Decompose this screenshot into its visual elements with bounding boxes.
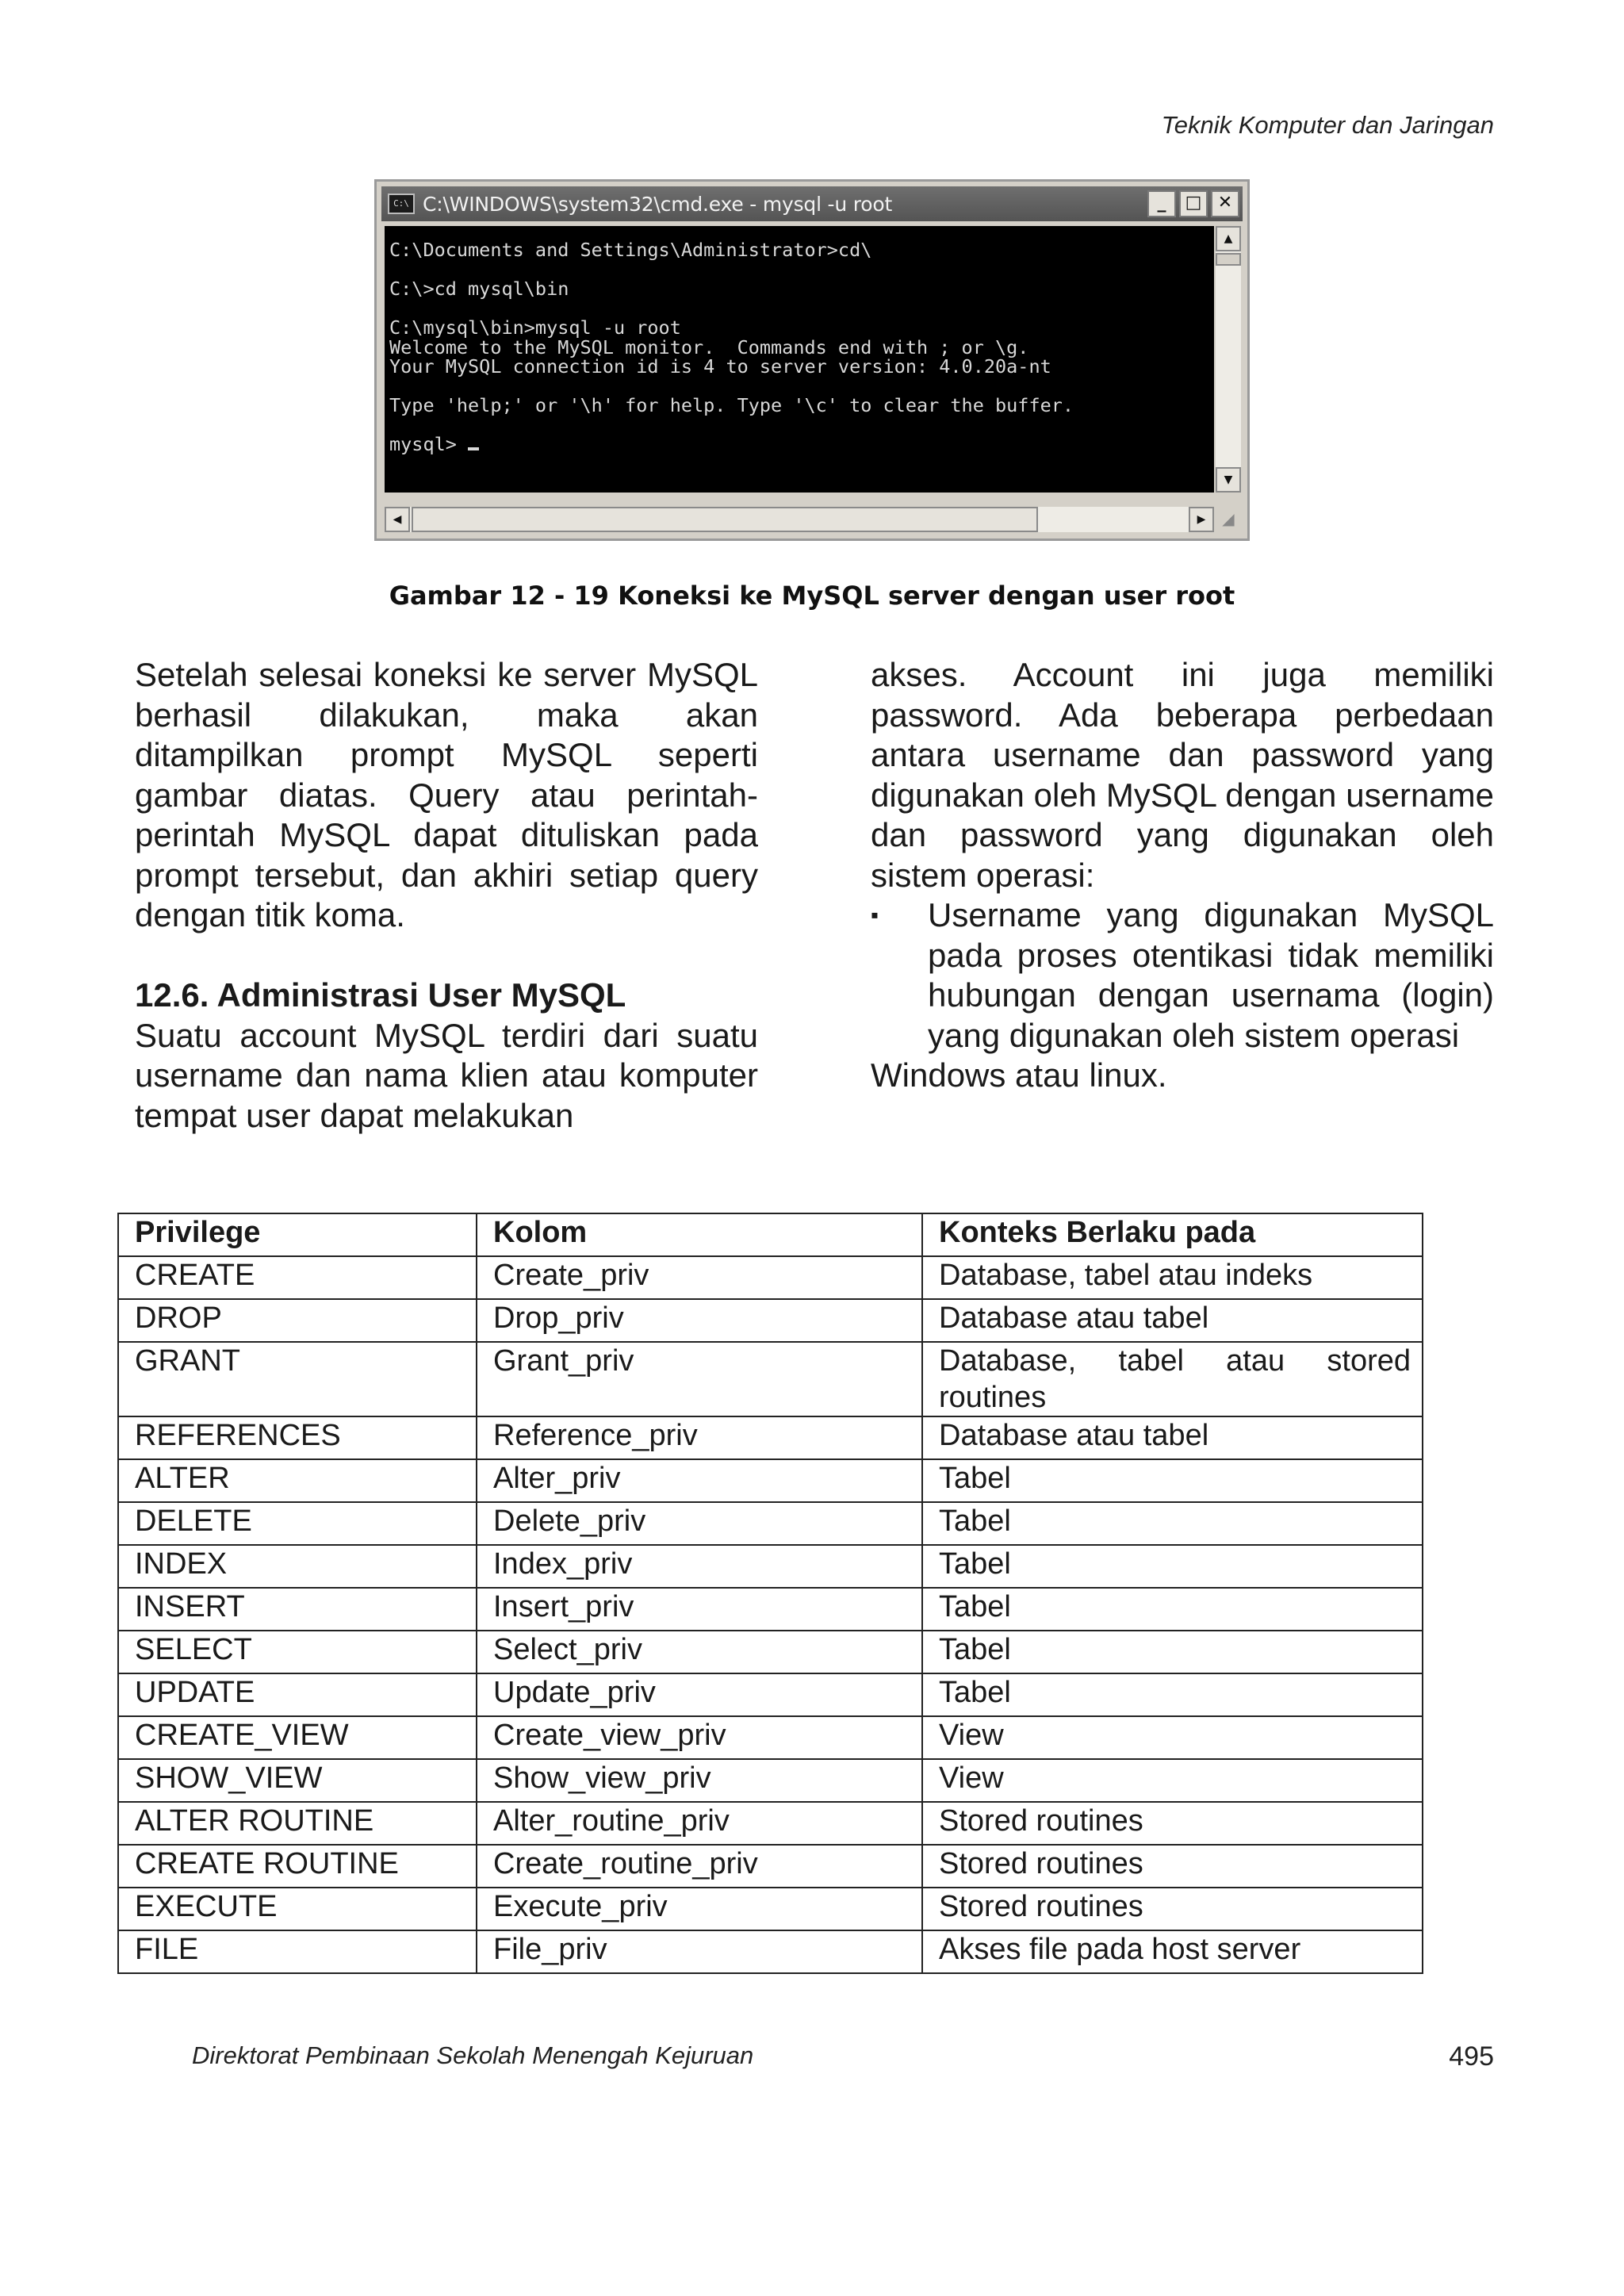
- table-cell: Akses file pada host server: [922, 1930, 1423, 1973]
- console-line: [389, 260, 1214, 280]
- table-cell: CREATE: [118, 1256, 477, 1299]
- paragraph: Windows atau linux.: [871, 1056, 1167, 1094]
- scroll-left-icon: ◀: [385, 507, 410, 532]
- cmd-app-icon: C:\: [388, 194, 415, 214]
- console-line: C:\Documents and Settings\Administrator>cd\: [389, 239, 872, 261]
- table-row: [118, 1588, 1423, 1631]
- console-line: C:\>cd mysql\bin: [389, 278, 569, 300]
- column-header: Kolom: [477, 1213, 922, 1256]
- table-cell: GRANT: [118, 1342, 477, 1416]
- table-cell: DELETE: [118, 1502, 477, 1545]
- console-line: Welcome to the MySQL monitor. Commands end with ; or \g.: [389, 335, 1029, 358]
- console-line: Type 'help;' or '\h' for help. Type '\c' to clear the buffer.: [389, 394, 1074, 416]
- table-row: [118, 1631, 1423, 1673]
- table-row: [118, 1845, 1423, 1888]
- table-cell: FILE: [118, 1930, 477, 1973]
- table-row: [118, 1802, 1423, 1845]
- table-row: [118, 1930, 1423, 1973]
- table-cell: Tabel: [922, 1631, 1423, 1673]
- table-cell: Create_routine_priv: [477, 1845, 922, 1888]
- table-row: [118, 1256, 1423, 1299]
- paragraph: Suatu account MySQL terdiri dari suatu username dan nama klien atau komputer tempat user dapat melakukan: [135, 1016, 758, 1134]
- resize-grip-icon: ◢: [1222, 511, 1235, 528]
- console-line: C:\mysql\bin>mysql -u root: [389, 316, 681, 339]
- footer-publisher: Direktorat Pembinaan Sekolah Menengah Kejuruan: [192, 2041, 754, 2069]
- table-cell: Tabel: [922, 1545, 1423, 1588]
- table-cell: File_priv: [477, 1930, 922, 1973]
- bullet-text: Username yang digunakan MySQL pada proses otentikasi tidak memiliki hubungan dengan usernama (login) yang digunakan oleh sistem operasi: [928, 896, 1494, 1054]
- table-cell: DROP: [118, 1299, 477, 1342]
- horizontal-scroll-thumb: [412, 507, 1038, 532]
- table-cell: Insert_priv: [477, 1588, 922, 1631]
- table-row: [118, 1716, 1423, 1759]
- window-titlebar: [381, 186, 1243, 221]
- table-cell: Stored routines: [922, 1845, 1423, 1888]
- console-line: [389, 377, 1214, 397]
- table-row: [118, 1888, 1423, 1930]
- table-cell: Stored routines: [922, 1888, 1423, 1930]
- table-row: [118, 1459, 1423, 1502]
- window-title: C:\WINDOWS\system32\cmd.exe - mysql -u root: [423, 192, 893, 216]
- page-number: 495: [1449, 2041, 1494, 2072]
- table-cell: Delete_priv: [477, 1502, 922, 1545]
- scroll-down-icon: ▼: [1216, 467, 1241, 493]
- right-column: [871, 655, 1494, 1096]
- table-cell: View: [922, 1759, 1423, 1802]
- console-prompt: mysql>: [389, 433, 469, 455]
- cmd-window-figure: [374, 179, 1250, 541]
- table-cell: UPDATE: [118, 1673, 477, 1716]
- table-cell: Select_priv: [477, 1631, 922, 1673]
- left-column: [135, 655, 758, 1136]
- paragraph: Setelah selesai koneksi ke server MySQL berhasil dilakukan, maka akan ditampilkan prompt MySQL seperti gambar diatas. Query atau perintah-perintah MySQL dapat dituliskan pada prompt tersebut, dan akhiri setiap query dengan titik koma.: [135, 656, 758, 933]
- table-cell: INDEX: [118, 1545, 477, 1588]
- table-cell: Reference_priv: [477, 1416, 922, 1459]
- table-cell: Alter_routine_priv: [477, 1802, 922, 1845]
- table-cell: CREATE_VIEW: [118, 1716, 477, 1759]
- table-cell: SHOW_VIEW: [118, 1759, 477, 1802]
- vertical-scroll-thumb: [1216, 253, 1241, 266]
- figure-caption: Gambar 12 - 19 Koneksi ke MySQL server dengan user root: [389, 581, 1235, 611]
- table-cell: Alter_priv: [477, 1459, 922, 1502]
- table-row: [118, 1759, 1423, 1802]
- console-line: [389, 299, 1214, 319]
- table-cell: Index_priv: [477, 1545, 922, 1588]
- table-cell: CREATE ROUTINE: [118, 1845, 477, 1888]
- table-cell: Tabel: [922, 1673, 1423, 1716]
- table-cell: Stored routines: [922, 1802, 1423, 1845]
- table-cell: Tabel: [922, 1588, 1423, 1631]
- table-cell: Create_priv: [477, 1256, 922, 1299]
- table-cell: ALTER ROUTINE: [118, 1802, 477, 1845]
- maximize-icon: □: [1179, 190, 1208, 217]
- table-cell: View: [922, 1716, 1423, 1759]
- table-row: [118, 1673, 1423, 1716]
- scroll-right-icon: ▶: [1189, 507, 1214, 532]
- close-icon: ✕: [1211, 190, 1239, 217]
- privilege-table: [117, 1213, 1423, 1974]
- table-row: [118, 1299, 1423, 1342]
- table-cell: EXECUTE: [118, 1888, 477, 1930]
- table-cell: SELECT: [118, 1631, 477, 1673]
- section-heading: 12.6. Administrasi User MySQL: [135, 976, 626, 1014]
- column-header: Konteks Berlaku pada: [922, 1213, 1423, 1256]
- console-line: Your MySQL connection id is 4 to server version: 4.0.20a-nt: [389, 355, 1051, 378]
- table-cell: REFERENCES: [118, 1416, 477, 1459]
- running-header: Teknik Komputer dan Jaringan: [1161, 111, 1494, 139]
- table-cell: Database, tabel atau stored routines: [922, 1342, 1423, 1416]
- horizontal-scrollbar: [385, 507, 1214, 532]
- console-output: [385, 226, 1214, 493]
- table-cell: Update_priv: [477, 1673, 922, 1716]
- table-cell: Create_view_priv: [477, 1716, 922, 1759]
- table-cell: Grant_priv: [477, 1342, 922, 1416]
- table-cell: Database atau tabel: [922, 1299, 1423, 1342]
- column-header: Privilege: [118, 1213, 477, 1256]
- table-row: [118, 1416, 1423, 1459]
- table-cell: ALTER: [118, 1459, 477, 1502]
- scroll-up-icon: ▲: [1216, 226, 1241, 251]
- table-row: [118, 1342, 1423, 1416]
- table-cell: Drop_priv: [477, 1299, 922, 1342]
- table-row: [118, 1545, 1423, 1588]
- console-line: [389, 416, 1214, 435]
- cursor-icon: [468, 447, 479, 450]
- table-cell: Show_view_priv: [477, 1759, 922, 1802]
- table-cell: Tabel: [922, 1502, 1423, 1545]
- table-cell: Execute_priv: [477, 1888, 922, 1930]
- table-cell: Database atau tabel: [922, 1416, 1423, 1459]
- table-cell: Database, tabel atau indeks: [922, 1256, 1423, 1299]
- table-header-row: [118, 1213, 1423, 1256]
- console-prompt-line: [389, 435, 1214, 454]
- paragraph: akses. Account ini juga memiliki password. Ada beberapa perbedaan antara username dan password yang digunakan oleh MySQL dengan username dan password yang digunakan oleh sistem operasi:: [871, 656, 1494, 894]
- vertical-scrollbar: [1216, 226, 1241, 493]
- bullet-square-icon: ▪: [871, 903, 879, 927]
- table-cell: INSERT: [118, 1588, 477, 1631]
- bullet-item: [871, 895, 1494, 1056]
- minimize-icon: _: [1147, 190, 1176, 217]
- table-row: [118, 1502, 1423, 1545]
- table-cell: Tabel: [922, 1459, 1423, 1502]
